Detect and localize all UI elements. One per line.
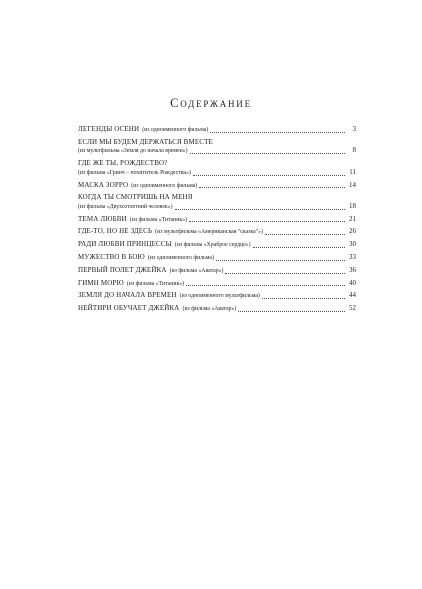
dot-leader xyxy=(238,311,345,312)
dot-leader xyxy=(262,298,345,299)
toc-entry xyxy=(78,291,356,301)
entry-title: РАДИ ЛЮБВИ ПРИНЦЕССЫ xyxy=(78,240,172,249)
page-number: 44 xyxy=(349,291,356,300)
page-number: 8 xyxy=(352,146,356,155)
entry-source: (из фильма «Храброе сердце») xyxy=(174,242,251,249)
entry-source: (из одноименного фильма) xyxy=(131,182,198,189)
entry-source: (из фильма «Титаник») xyxy=(126,280,185,287)
page-number: 36 xyxy=(349,265,356,274)
toc-entry xyxy=(78,125,356,135)
dot-leader xyxy=(265,234,345,235)
entry-title: ГДЕ ЖЕ ТЫ, РОЖДЕСТВО? xyxy=(78,159,168,168)
toc-entry xyxy=(78,253,356,263)
page-number: 14 xyxy=(349,180,356,189)
entry-source: (из одноименного мультфильма) xyxy=(179,293,260,300)
entry-source: (из одноименного фильма) xyxy=(142,127,209,133)
entry-title: КОГДА ТЫ СМОТРИШЬ НА МЕНЯ xyxy=(78,193,193,202)
page-number: 40 xyxy=(349,278,356,287)
entry-title: МАСКА ЗОРРО xyxy=(78,180,129,189)
dot-leader xyxy=(186,285,345,286)
dot-leader xyxy=(253,247,345,248)
page-number: 3 xyxy=(352,125,356,133)
entry-title: МУЖЕСТВО В БОЮ xyxy=(78,253,145,262)
page-number: 30 xyxy=(349,240,356,249)
dot-leader xyxy=(190,153,345,154)
toc-entry xyxy=(78,240,356,250)
entry-title: ПЕРВЫЙ ПОЛЕТ ДЖЕЙКА xyxy=(78,265,167,274)
toc-entry xyxy=(78,138,356,156)
entry-source: (из мультфильма «Американская "сказка"») xyxy=(155,229,263,236)
dot-leader xyxy=(193,175,345,176)
toc-entry xyxy=(78,193,356,211)
entry-source: (из одноименного фильма) xyxy=(147,255,214,262)
page-title: Содержание xyxy=(170,96,252,110)
dot-leader xyxy=(216,260,345,261)
entry-title: ГДЕ-ТО, НО НЕ ЗДЕСЬ xyxy=(78,227,153,236)
entry-title: НЕЙТИРИ ОБУЧАЕТ ДЖЕЙКА xyxy=(78,304,180,313)
toc-entry xyxy=(78,279,356,289)
toc-entry xyxy=(78,304,356,314)
page-number: 18 xyxy=(349,201,356,210)
dot-leader xyxy=(225,273,345,274)
toc-entry xyxy=(78,227,356,237)
page-number: 33 xyxy=(349,253,356,262)
entry-title: ЛЕГЕНДЫ ОСЕНИ xyxy=(78,125,140,133)
page-number: 26 xyxy=(349,227,356,236)
entry-source: (из мультфильма «Земля до начала времен») xyxy=(78,148,188,155)
dot-leader xyxy=(189,221,345,222)
entry-title: ЕСЛИ МЫ БУДЕМ ДЕРЖАТЬСЯ ВМЕСТЕ xyxy=(78,137,213,146)
entry-source: (из фильма «Титаник») xyxy=(129,216,188,223)
toc-entry xyxy=(78,159,356,177)
page-number: 11 xyxy=(349,167,356,176)
dot-leader xyxy=(199,187,345,188)
entry-title: ГИМН МОРЮ xyxy=(78,278,124,287)
toc-entry xyxy=(78,266,356,276)
entry-title: ТЕМА ЛЮБВИ xyxy=(78,214,127,223)
page-number: 52 xyxy=(349,304,356,313)
dot-leader xyxy=(175,209,345,210)
entry-source: (из фильма «Аватар») xyxy=(169,267,224,274)
page-number: 21 xyxy=(349,214,356,223)
dot-leader xyxy=(210,132,345,133)
entry-source: (из фильма «Аватар») xyxy=(182,306,237,313)
entry-title: ЗЕМЛЯ ДО НАЧАЛА ВРЕМЕН xyxy=(78,291,177,300)
table-of-contents xyxy=(78,125,356,317)
toc-entry xyxy=(78,181,356,191)
entry-source: (из фильма «Гринч – похититель Рождества») xyxy=(78,169,191,176)
toc-entry xyxy=(78,215,356,225)
entry-source: (из фильма «Двухсотлетний человек») xyxy=(78,203,173,210)
